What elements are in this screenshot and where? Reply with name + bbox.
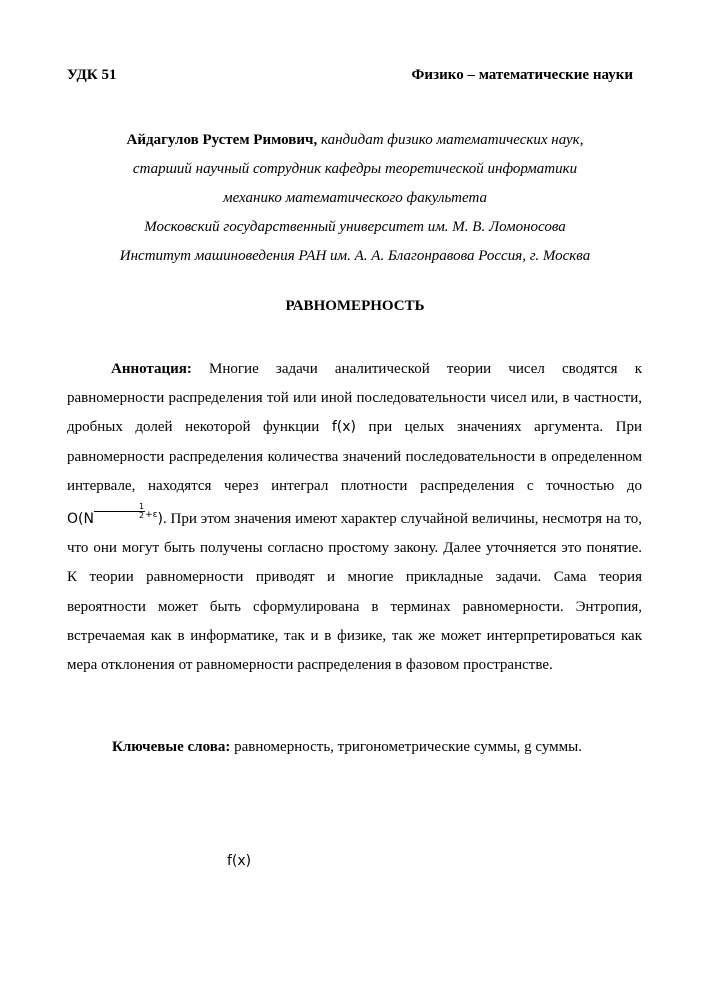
formula-frac-denominator: 2 — [138, 511, 145, 521]
abstract-function: f(x) — [331, 419, 356, 436]
formula-exponent-fraction — [94, 503, 145, 520]
formula-close: ) — [157, 511, 163, 528]
keywords-text: равномерность, тригонометрические суммы, g суммы. — [234, 739, 582, 755]
keywords — [112, 736, 672, 758]
author-degree: кандидат физико математических наук, — [320, 132, 584, 148]
formula-frac-numerator: 1 — [94, 503, 145, 512]
section-name: Физико – математические науки — [411, 67, 633, 83]
author-line-1 — [67, 126, 643, 155]
abstract-text-3: . При этом значения имеют характер случайной величины, несмотря на то, что они могут быть получены согласно простому закону. Далее уточняется это понятие. К теории равномерности приводят и многие прикладные задачи. Сама теория вероятности может быть сформулирована в терминах равномерности. Энтропия, встречаемая как в информатике, так и в физике, так же может интерпретироваться как мера отклонения от равномерности распределения в фазовом пространстве. — [67, 511, 642, 674]
abstract-label: Аннотация: — [111, 361, 192, 377]
error-term-formula — [67, 502, 163, 528]
udk-code: УДК 51 — [67, 67, 117, 83]
abstract — [67, 355, 642, 680]
author-name: Айдагулов Рустем Римович, — [126, 132, 318, 148]
formula-base: O(N — [67, 511, 94, 528]
author-faculty: механико математического факультета — [223, 190, 487, 206]
author-university: Московский государственный университет им. М. В. Ломоносова — [144, 219, 566, 235]
header-row — [67, 67, 633, 87]
keywords-label: Ключевые слова: — [112, 739, 231, 755]
author-institute: Институт машиноведения РАН им. А. А. Благонравова Россия, г. Москва — [119, 248, 591, 264]
abstract-text-2: при целых значениях аргумента. При равномерности распределения количества значений последовательности в определенном интервале, находятся через интеграл плотности распределения с точностью до — [67, 419, 643, 494]
author-block — [67, 126, 643, 271]
paper-title: РАВНОМЕРНОСТЬ — [285, 298, 425, 314]
abstract-text-1: Многие задачи аналитической теории чисел сводятся к равномерности распределения той или иной последовательности чисел или, в частности, дробных долей некоторой функции — [67, 361, 642, 436]
stray-formula: f(x) — [227, 853, 252, 869]
formula-exponent-tail: +ε — [145, 510, 158, 521]
author-position: старший научный сотрудник кафедры теоретической информатики — [132, 161, 578, 177]
